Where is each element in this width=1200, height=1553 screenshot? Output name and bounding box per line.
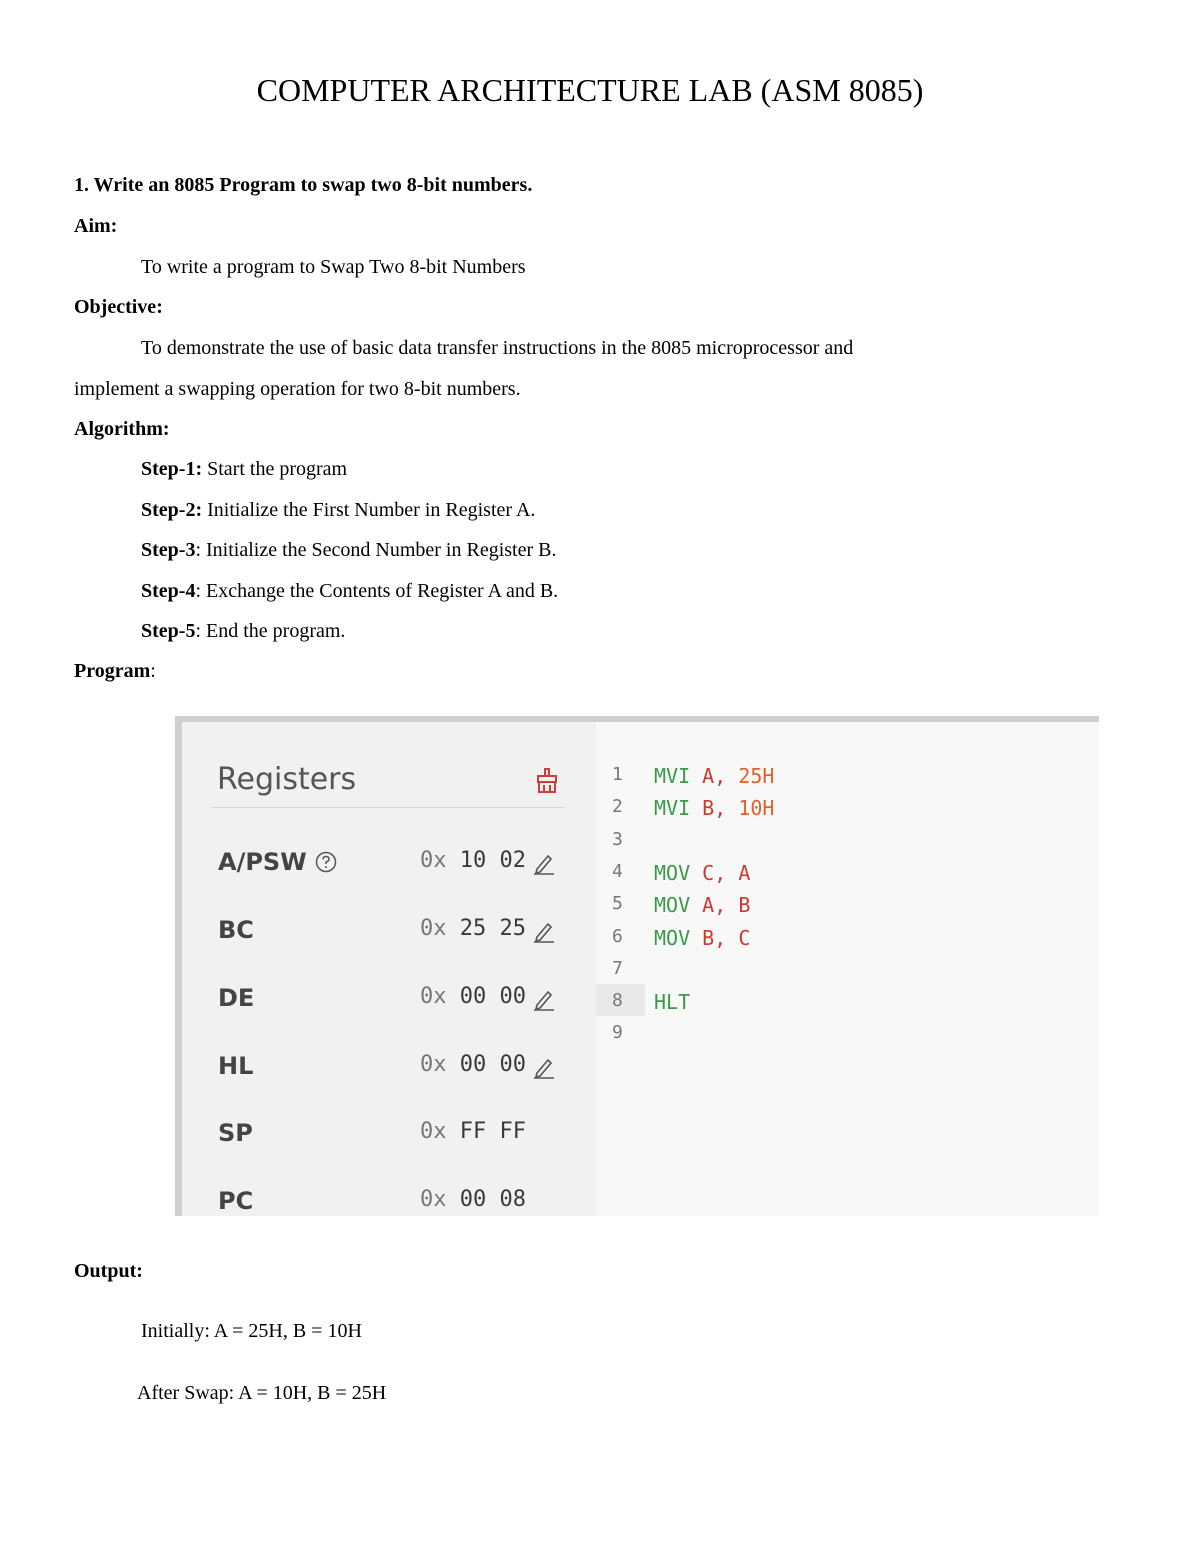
register-row-hl: [182, 1046, 596, 1086]
pencil-icon[interactable]: [533, 987, 555, 1011]
registers-divider: [212, 807, 564, 808]
register-row-a-psw: [182, 842, 596, 882]
register-name: PC: [218, 1187, 254, 1215]
line-number: 6: [612, 926, 623, 947]
line-number: 7: [612, 958, 623, 979]
pencil-icon[interactable]: [533, 1055, 555, 1079]
line-number: 1: [612, 764, 623, 785]
output-initially: Initially: A = 25H, B = 10H: [141, 1320, 362, 1342]
algorithm-step: Step-5: End the program.: [141, 620, 346, 642]
simulator-screenshot: [175, 716, 1099, 1216]
register-value: 0x 00 00: [420, 1052, 526, 1077]
line-number: 3: [612, 829, 623, 850]
question-heading: 1. Write an 8085 Program to swap two 8-bit numbers.: [74, 174, 533, 196]
register-name: A/PSW: [218, 848, 307, 876]
code-line[interactable]: MOV A, B: [654, 893, 751, 917]
register-value: 0x FF FF: [420, 1119, 526, 1144]
algorithm-step: Step-1: Start the program: [141, 458, 348, 480]
objective-text-line1: To demonstrate the use of basic data transfer instructions in the 8085 microprocessor and: [141, 337, 854, 359]
algorithm-step: Step-2: Initialize the First Number in Register A.: [141, 499, 536, 521]
pencil-icon[interactable]: [533, 919, 555, 943]
objective-label: Objective:: [74, 296, 163, 318]
register-value: 0x 25 25: [420, 916, 526, 941]
code-line[interactable]: HLT: [654, 990, 691, 1014]
help-circle-icon[interactable]: [315, 851, 337, 873]
register-row-de: [182, 978, 596, 1018]
algorithm-step: Step-3: Initialize the Second Number in Register B.: [141, 539, 557, 561]
register-name: SP: [218, 1119, 253, 1147]
code-line[interactable]: MOV C, A: [654, 861, 751, 885]
algorithm-label: Algorithm:: [74, 418, 170, 440]
registers-title: Registers: [217, 762, 357, 797]
register-row-bc: [182, 910, 596, 950]
algorithm-step: Step-4: Exchange the Contents of Register A and B.: [141, 580, 559, 602]
output-after-swap: After Swap: A = 10H, B = 25H: [137, 1382, 387, 1404]
output-label: Output:: [74, 1260, 143, 1282]
code-line[interactable]: MVI B, 10H: [654, 796, 775, 820]
line-number: 2: [612, 796, 623, 817]
register-name: HL: [218, 1052, 254, 1080]
program-label: Program:: [74, 660, 156, 682]
aim-label: Aim:: [74, 215, 118, 237]
page-title: COMPUTER ARCHITECTURE LAB (ASM 8085): [256, 72, 924, 108]
eraser-icon[interactable]: [535, 768, 559, 794]
aim-text: To write a program to Swap Two 8-bit Numbers: [141, 256, 526, 278]
register-value: 0x 00 00: [420, 984, 526, 1009]
code-editor[interactable]: [596, 722, 1099, 1216]
register-row-sp: [182, 1113, 596, 1153]
code-line[interactable]: MVI A, 25H: [654, 764, 775, 788]
register-row-pc: [182, 1181, 596, 1216]
line-number: 9: [612, 1022, 623, 1043]
register-value: 0x 10 02: [420, 848, 526, 873]
code-line[interactable]: MOV B, C: [654, 926, 751, 950]
register-value: 0x 00 08: [420, 1187, 526, 1212]
pencil-icon[interactable]: [533, 851, 555, 875]
register-name: DE: [218, 984, 255, 1012]
register-name: BC: [218, 916, 254, 944]
objective-text-line2: implement a swapping operation for two 8-bit numbers.: [74, 378, 521, 400]
line-number: 8: [612, 990, 623, 1011]
line-number: 4: [612, 861, 623, 882]
registers-panel: [182, 722, 596, 1216]
line-number: 5: [612, 893, 623, 914]
